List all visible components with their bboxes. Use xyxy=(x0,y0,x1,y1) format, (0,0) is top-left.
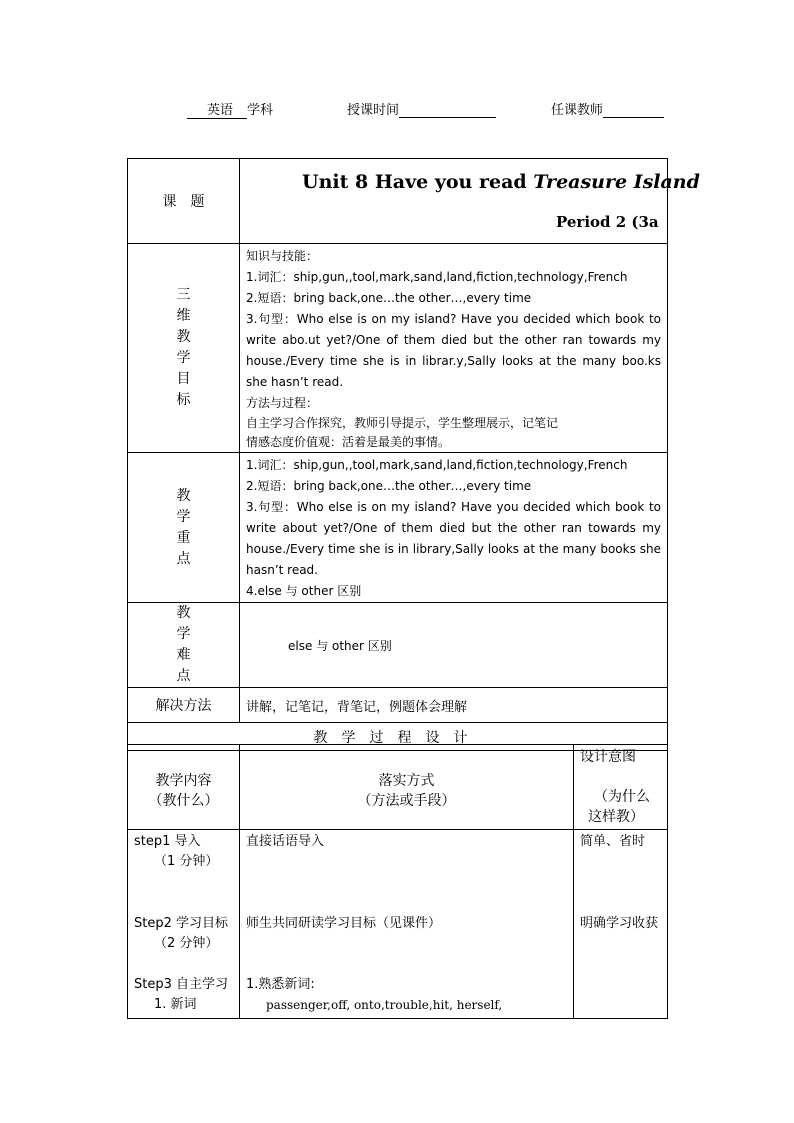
step-content-line: Step3 自主学习 xyxy=(134,977,229,992)
solution-content xyxy=(240,688,668,723)
difficulties-label-text: 教 学 难 点 xyxy=(176,605,191,684)
solution-text: 讲解，记笔记，背笔记，例题体会理解 xyxy=(246,699,468,715)
goals-line: 3.句型：Who else is on my island? Have you decided which book to write abo.ut yet?/One of them died but the other ran towards my house./Every time she is in librar.y,Sally looks at the many boo.ks she hasn’t read. xyxy=(246,312,662,389)
topic-label: 课 题 xyxy=(128,159,240,244)
goals-line: 自主学习合作探究，教师引导提示，学生整理展示，记笔记 xyxy=(246,416,559,430)
lesson-period: Period 2 (3a xyxy=(556,213,659,231)
col-method-header-line1: 落实方式 xyxy=(378,773,435,789)
key-point-line: 2.短语：bring back,one…the other…,every time xyxy=(246,479,532,493)
difficulties-text: else 与 other 区别 xyxy=(288,638,392,653)
step-method: 1.熟悉新词: xyxy=(246,977,315,992)
process-heading-text: 教学过程设计 xyxy=(313,729,482,746)
step-content-line: （2 分钟） xyxy=(154,936,219,951)
steps-content-col xyxy=(128,830,240,1019)
goals-line: 知识与技能： xyxy=(246,249,319,263)
key-point-line: 1.词汇：ship,gun,,tool,mark,sand,land,fiction,technology,French xyxy=(246,458,628,472)
time-blank[interactable] xyxy=(399,103,496,118)
col-intent-header-line3: 这样教） xyxy=(588,809,644,825)
teacher-label: 任课教师 xyxy=(551,103,604,118)
step-method: 直接话语导入 xyxy=(246,834,325,849)
step-content-line: Step2 学习目标 xyxy=(134,916,229,931)
key-point-line: 4.else 与 other 区别 xyxy=(246,584,362,598)
key-points-label-text: 教 学 重 点 xyxy=(176,487,191,567)
col-content-header-text: 教学内容 （教什么） xyxy=(148,773,219,809)
goals-content xyxy=(240,244,668,453)
subject-suffix: 学科 xyxy=(247,103,274,118)
key-point-line: 3.句型：Who else is on my island? Have you decided which book to write about yet?/One of them died but the other ran towards my house./Every time she is in library,Sally looks at the many books she hasn’t read. xyxy=(246,500,662,577)
step-content-line: step1 导入 xyxy=(134,834,201,849)
header-teacher xyxy=(551,99,664,118)
goals-line: 1.词汇：ship,gun,,tool,mark,sand,land,fiction,technology,French xyxy=(246,270,628,284)
goals-line: 2.短语：bring back,one…the other…,every time xyxy=(246,291,532,305)
step-method: 师生共同研读学习目标（见课件） xyxy=(246,916,442,931)
col-method-header xyxy=(240,745,574,830)
solution-label: 解决方法 xyxy=(128,688,240,723)
key-points-content xyxy=(240,453,668,603)
col-method-header-line2: （方法或手段） xyxy=(357,793,456,809)
col-intent-header-line1: 设计意图 xyxy=(580,749,636,765)
goals-line: 方法与过程： xyxy=(246,396,319,410)
lesson-plan-table xyxy=(127,158,700,751)
steps-method-col xyxy=(240,830,574,1019)
subject-value: 英语 xyxy=(207,103,234,118)
difficulties-label xyxy=(128,603,240,688)
topic-title-cell xyxy=(240,159,700,244)
step-intent: 简单、省时 xyxy=(580,834,646,849)
header-subject xyxy=(187,99,273,119)
time-label: 授课时间 xyxy=(347,103,400,118)
col-content-header xyxy=(128,745,240,830)
step-content-line: （1 分钟） xyxy=(154,854,219,869)
steps-intent-col xyxy=(574,830,668,1019)
difficulties-content xyxy=(240,603,668,688)
col-intent-header xyxy=(574,745,668,830)
process-table xyxy=(127,744,668,1019)
header-time xyxy=(347,99,496,118)
step-content-line: 1. 新词 xyxy=(154,997,197,1012)
goals-label xyxy=(128,244,240,453)
step-method: passenger,off, onto,trouble,hit, herself, xyxy=(266,998,503,1012)
step-intent: 明确学习收获 xyxy=(580,916,659,931)
goals-line: 情感态度价值观：活着是最美的事情。 xyxy=(246,435,451,449)
col-intent-header-line2: （为什么 xyxy=(594,789,650,805)
teacher-blank[interactable] xyxy=(603,103,664,118)
lesson-title-italic: Treasure Island xyxy=(533,171,700,193)
key-points-label xyxy=(128,453,240,603)
goals-label-text: 三 维 教 学 目 标 xyxy=(176,287,191,408)
lesson-title: Unit 8 Have you read Treasure Island xyxy=(302,171,700,193)
